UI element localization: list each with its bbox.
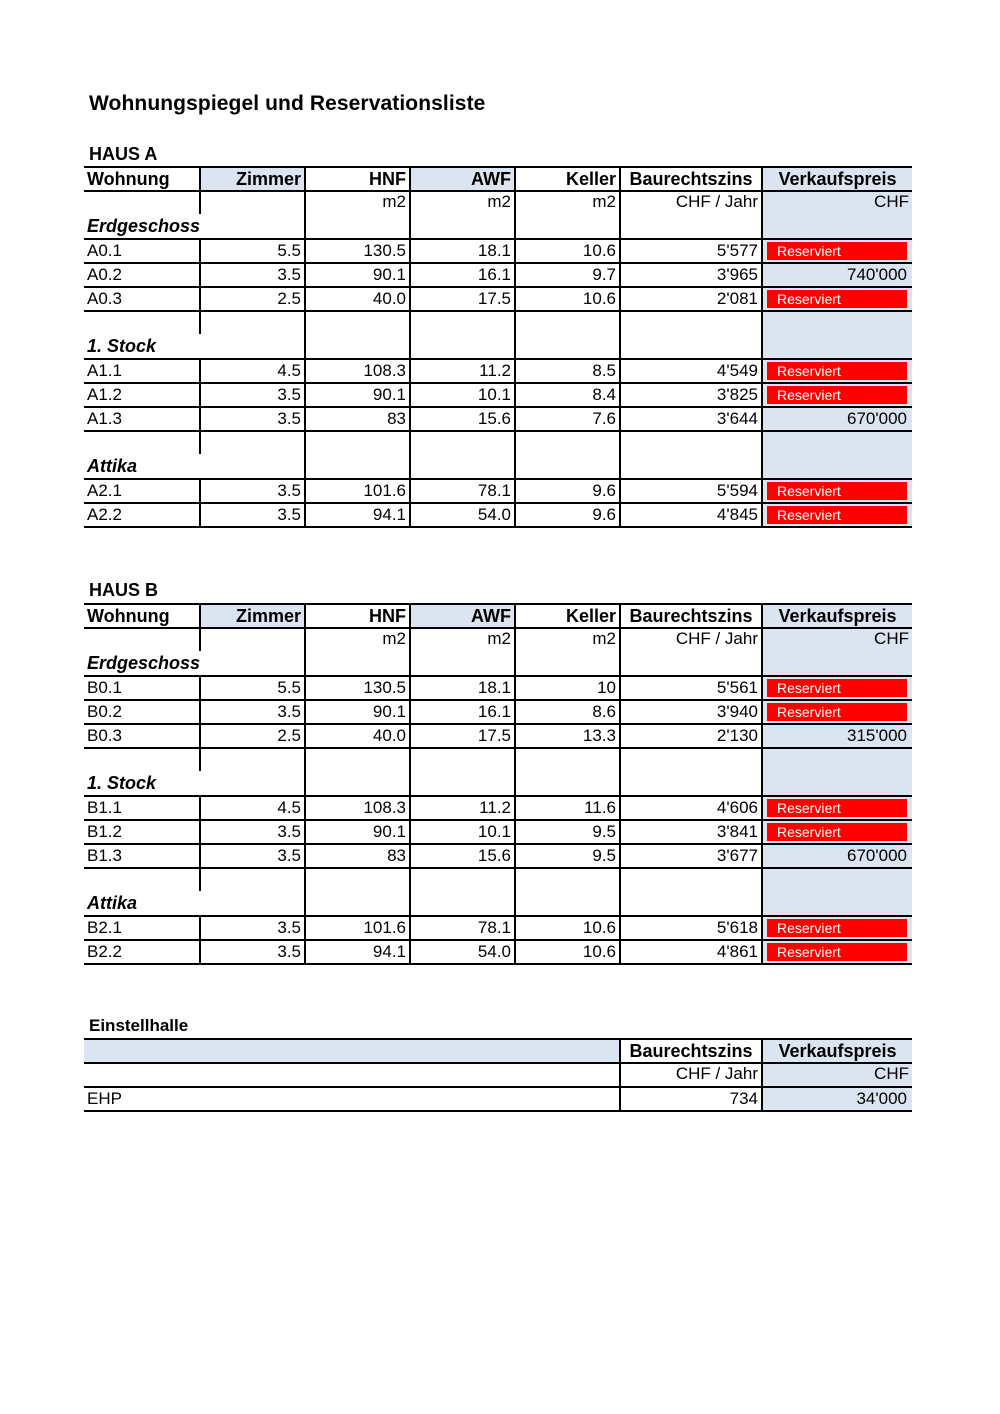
spacer-cell [200,748,305,771]
spacer-cell [515,311,620,334]
cell-zimmer: 2.5 [200,724,305,748]
floor-cell [410,891,515,916]
spacer-cell [515,868,620,891]
header-zimmer: Zimmer [200,167,305,191]
cell-keller: 9.6 [515,479,620,503]
cell-awf: 10.1 [410,820,515,844]
section-title-haus-b: HAUS B [89,580,159,600]
cell-hnf: 90.1 [305,263,410,287]
spacer-cell [305,431,410,454]
unit-id: A2.1 [84,479,200,503]
header-baurechtszins: Baurechtszins [620,1039,762,1063]
cell-hnf: 130.5 [305,676,410,700]
floor-label: 1. Stock [84,771,200,796]
floor-cell [410,651,515,676]
cell-keller: 9.5 [515,820,620,844]
floor-cell [410,334,515,359]
unit-preis: CHF [762,1063,912,1087]
cell-keller: 8.5 [515,359,620,383]
cell-hnf: 83 [305,407,410,431]
header-awf: AWF [410,604,515,628]
cell-awf: 54.0 [410,940,515,964]
ehp-zins: 734 [620,1087,762,1111]
spacer-cell [410,748,515,771]
floor-cell [305,454,410,479]
cell-zins: 3'677 [620,844,762,868]
cell-zimmer: 3.5 [200,383,305,407]
cell-keller: 10.6 [515,287,620,311]
unit-id: A0.3 [84,287,200,311]
price-value: 670'000 [762,407,912,431]
floor-cell [200,771,305,796]
cell-zimmer: 4.5 [200,796,305,820]
watermark-logo [400,24,600,54]
floor-cell [200,334,305,359]
reserved-badge: Reserviert [767,943,907,961]
cell-zins: 5'577 [620,239,762,263]
spacer-cell [620,431,762,454]
cell-keller: 8.6 [515,700,620,724]
floor-label: Attika [84,891,200,916]
cell-zins: 3'644 [620,407,762,431]
ehp-id: EHP [84,1087,620,1111]
floor-cell [200,214,305,239]
unit-id: A2.2 [84,503,200,527]
cell-zimmer: 3.5 [200,407,305,431]
cell-hnf: 101.6 [305,479,410,503]
reserved-badge: Reserviert [767,823,907,841]
floor-cell [410,454,515,479]
floor-cell [305,651,410,676]
cell-hnf: 90.1 [305,383,410,407]
cell-awf: 54.0 [410,503,515,527]
spacer-cell [410,868,515,891]
table-row [84,796,912,820]
cell-zins: 4'549 [620,359,762,383]
reserved-badge: Reserviert [767,290,907,308]
cell-zins: 4'606 [620,796,762,820]
unit-id: B0.1 [84,676,200,700]
floor-cell [305,214,410,239]
cell-zins: 4'861 [620,940,762,964]
spacer-cell [200,311,305,334]
floor-cell [620,214,762,239]
price-cell [762,820,912,844]
price-cell [762,796,912,820]
cell-hnf: 94.1 [305,940,410,964]
floor-cell [305,771,410,796]
price-cell [762,503,912,527]
header-hnf: HNF [305,167,410,191]
unit-blank [84,191,200,214]
table-row [84,940,912,964]
section-title-haus-a: HAUS A [89,144,158,164]
unit-blank [200,628,305,651]
table-row [84,479,912,503]
floor-cell [762,214,912,239]
floor-label: Erdgeschoss [84,651,200,676]
reserved-badge: Reserviert [767,242,907,260]
header-keller: Keller [515,167,620,191]
floor-cell [515,454,620,479]
spacer-cell [762,868,912,891]
unit-keller: m2 [515,191,620,214]
price-cell [762,916,912,940]
cell-hnf: 83 [305,844,410,868]
spacer-cell [84,431,200,454]
price-cell [762,383,912,407]
spacer-cell [410,431,515,454]
cell-hnf: 101.6 [305,916,410,940]
price-cell [762,940,912,964]
cell-awf: 17.5 [410,287,515,311]
header-wohnung: Wohnung [84,167,200,191]
spacer-cell [762,311,912,334]
cell-zins: 3'841 [620,820,762,844]
price-cell [762,287,912,311]
ehp-preis: 34'000 [762,1087,912,1111]
cell-keller: 13.3 [515,724,620,748]
floor-cell [515,214,620,239]
cell-zimmer: 3.5 [200,479,305,503]
floor-cell [620,651,762,676]
table-row [84,916,912,940]
table-row [84,383,912,407]
unit-id: A0.2 [84,263,200,287]
header-verkaufspreis: Verkaufspreis [762,167,912,191]
price-cell [762,359,912,383]
cell-zimmer: 3.5 [200,820,305,844]
unit-id: B1.2 [84,820,200,844]
cell-zimmer: 5.5 [200,239,305,263]
cell-zimmer: 3.5 [200,916,305,940]
floor-label: Erdgeschoss [84,214,200,239]
spacer-cell [305,311,410,334]
unit-zins: CHF / Jahr [620,1063,762,1087]
unit-id: B1.1 [84,796,200,820]
floor-cell [410,771,515,796]
floor-cell [762,771,912,796]
spacer-cell [762,431,912,454]
reserved-badge: Reserviert [767,482,907,500]
floor-label: Attika [84,454,200,479]
cell-zimmer: 3.5 [200,263,305,287]
unit-id: A1.1 [84,359,200,383]
spacer-cell [515,748,620,771]
cell-awf: 10.1 [410,383,515,407]
spacer-cell [762,748,912,771]
floor-cell [410,214,515,239]
cell-hnf: 94.1 [305,503,410,527]
cell-zimmer: 3.5 [200,503,305,527]
cell-zimmer: 3.5 [200,700,305,724]
unit-keller: m2 [515,628,620,651]
floor-cell [200,891,305,916]
unit-id: A1.2 [84,383,200,407]
cell-hnf: 40.0 [305,287,410,311]
price-cell [762,676,912,700]
price-value: 315'000 [762,724,912,748]
cell-awf: 78.1 [410,916,515,940]
floor-cell [515,891,620,916]
spacer-cell [620,748,762,771]
floor-cell [620,891,762,916]
cell-zins: 5'618 [620,916,762,940]
unit-id: A0.1 [84,239,200,263]
cell-zins: 5'561 [620,676,762,700]
cell-zins: 3'940 [620,700,762,724]
table-row [84,676,912,700]
floor-cell [305,334,410,359]
page-title: Wohnungspiegel und Reservationsliste [89,92,486,115]
reserved-badge: Reserviert [767,799,907,817]
cell-hnf: 130.5 [305,239,410,263]
cell-hnf: 90.1 [305,700,410,724]
reserved-badge: Reserviert [767,679,907,697]
cell-keller: 10.6 [515,916,620,940]
spacer-cell [305,868,410,891]
cell-zins: 4'845 [620,503,762,527]
unit-awf: m2 [410,628,515,651]
spacer-cell [410,311,515,334]
einstellhalle-table [84,1038,912,1112]
price-value: 670'000 [762,844,912,868]
cell-zins: 3'965 [620,263,762,287]
cell-awf: 15.6 [410,844,515,868]
spacer-cell [515,431,620,454]
cell-hnf: 90.1 [305,820,410,844]
cell-zimmer: 3.5 [200,844,305,868]
header-keller: Keller [515,604,620,628]
spacer-cell [84,748,200,771]
table-row [84,263,912,287]
floor-cell [200,651,305,676]
spacer-cell [620,311,762,334]
cell-awf: 18.1 [410,239,515,263]
cell-zins: 2'130 [620,724,762,748]
spacer-cell [620,868,762,891]
header-verkaufspreis: Verkaufspreis [762,1039,912,1063]
spacer-cell [200,868,305,891]
cell-zins: 2'081 [620,287,762,311]
floor-cell [762,651,912,676]
cell-keller: 8.4 [515,383,620,407]
header-verkaufspreis: Verkaufspreis [762,604,912,628]
haus-a-table [84,166,912,528]
reserved-badge: Reserviert [767,703,907,721]
cell-keller: 7.6 [515,407,620,431]
unit-awf: m2 [410,191,515,214]
cell-awf: 15.6 [410,407,515,431]
floor-cell [620,334,762,359]
cell-zins: 5'594 [620,479,762,503]
cell-awf: 18.1 [410,676,515,700]
unit-id: A1.3 [84,407,200,431]
reserved-badge: Reserviert [767,386,907,404]
table-row [84,239,912,263]
table-row [84,287,912,311]
floor-cell [762,454,912,479]
price-cell [762,239,912,263]
cell-awf: 17.5 [410,724,515,748]
spacer-cell [84,868,200,891]
cell-zimmer: 4.5 [200,359,305,383]
cell-hnf: 108.3 [305,796,410,820]
cell-zimmer: 3.5 [200,940,305,964]
table-row [84,359,912,383]
haus-b-table [84,603,912,965]
floor-cell [762,891,912,916]
header-baurechtszins: Baurechtszins [620,604,762,628]
floor-cell [620,771,762,796]
header-blank [84,1039,620,1063]
unit-zins: CHF / Jahr [620,628,762,651]
header-wohnung: Wohnung [84,604,200,628]
unit-blank [200,191,305,214]
unit-zins: CHF / Jahr [620,191,762,214]
price-cell [762,700,912,724]
table-row [84,844,912,868]
floor-cell [762,334,912,359]
table-row [84,407,912,431]
floor-cell [515,651,620,676]
unit-id: B2.2 [84,940,200,964]
table-row [84,503,912,527]
unit-hnf: m2 [305,191,410,214]
section-title-einstellhalle: Einstellhalle [89,1016,189,1035]
cell-keller: 10.6 [515,940,620,964]
cell-hnf: 108.3 [305,359,410,383]
floor-cell [305,891,410,916]
floor-cell [200,454,305,479]
spacer-cell [200,431,305,454]
unit-id: B2.1 [84,916,200,940]
header-awf: AWF [410,167,515,191]
floor-cell [620,454,762,479]
floor-cell [515,771,620,796]
unit-preis: CHF [762,628,912,651]
cell-zimmer: 5.5 [200,676,305,700]
unit-id: B0.3 [84,724,200,748]
cell-keller: 10.6 [515,239,620,263]
cell-awf: 16.1 [410,263,515,287]
reserved-badge: Reserviert [767,506,907,524]
unit-id: B1.3 [84,844,200,868]
table-row [84,724,912,748]
price-cell [762,479,912,503]
cell-keller: 9.5 [515,844,620,868]
floor-label: 1. Stock [84,334,200,359]
unit-preis: CHF [762,191,912,214]
table-row [84,700,912,724]
cell-awf: 16.1 [410,700,515,724]
unit-id: B0.2 [84,700,200,724]
unit-hnf: m2 [305,628,410,651]
cell-zins: 3'825 [620,383,762,407]
cell-zimmer: 2.5 [200,287,305,311]
cell-keller: 9.7 [515,263,620,287]
cell-awf: 11.2 [410,796,515,820]
cell-awf: 11.2 [410,359,515,383]
floor-cell [515,334,620,359]
spacer-cell [84,311,200,334]
price-value: 740'000 [762,263,912,287]
spacer-cell [305,748,410,771]
cell-keller: 9.6 [515,503,620,527]
unit-blank [84,1063,620,1087]
header-baurechtszins: Baurechtszins [620,167,762,191]
cell-keller: 11.6 [515,796,620,820]
table-row [84,820,912,844]
unit-blank [84,628,200,651]
cell-hnf: 40.0 [305,724,410,748]
cell-awf: 78.1 [410,479,515,503]
reserved-badge: Reserviert [767,919,907,937]
cell-keller: 10 [515,676,620,700]
header-zimmer: Zimmer [200,604,305,628]
reserved-badge: Reserviert [767,362,907,380]
header-hnf: HNF [305,604,410,628]
